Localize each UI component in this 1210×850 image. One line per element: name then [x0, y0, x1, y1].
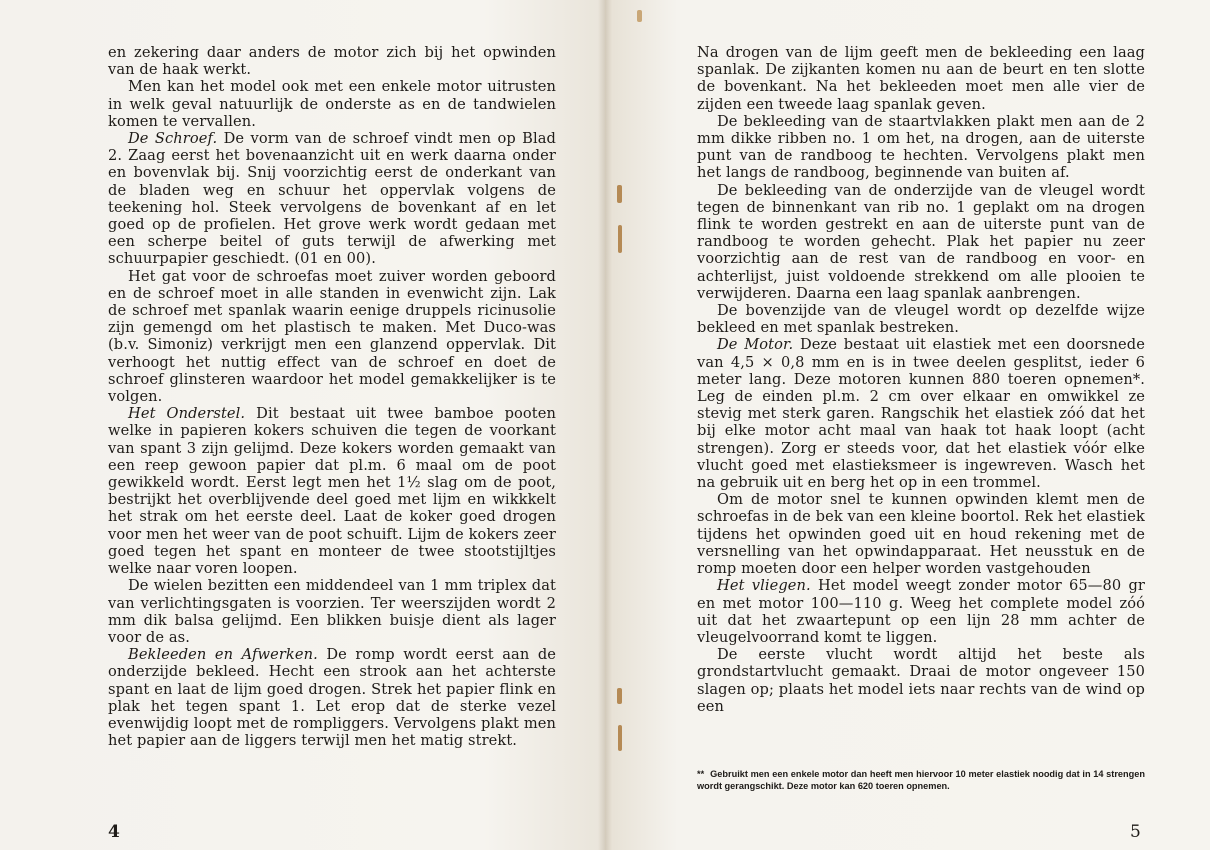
paragraph-de-schroef: De Schroef. De vorm van de schroef vindt men op Blad 2. Zaag eerst het bovenaanzicht uit en werk daarna onder en bovenvlak bij. Snij voorzichtig eerst de onderkant van de bladen weg en schuur het oppervlak volgens de teekening hol. Steek vervolgens de bovenkant af en let goed op de profielen. Het grove werk wordt gedaan met een scherpe beitel of guts terwijl de afwerking met schuurpapier geschiedt. (01 en 00).: [108, 130, 556, 268]
binding-thread: [618, 225, 622, 253]
footnote-mark: **: [697, 769, 705, 779]
binding-thread: [617, 688, 622, 704]
paragraph: De bovenzijde van de vleugel wordt op dezelfde wijze bekleed en met spanlak bestreken.: [697, 302, 1145, 337]
paragraph-het-onderstel: Het Onderstel. Dit bestaat uit twee bamboe pooten welke in papieren kokers schuiven die tegen de voorkant van spant 3 zijn gelijmd. Deze kokers worden gemaakt van een reep gewoon papier dat pl.m. 6 maal om de poot gewikkeld wordt. Eerst legt men het 1½ slag om de poot, bestrijkt het overblijvende deel goed met lijm en wikkkelt het strak om het eerste deel. Laat de koker goed drogen voor men het weer van de poot schuift. Lijm de kokers zeer goed tegen het spant en monteer de twee stootstijltjes welke naar voren loopen.: [108, 405, 556, 578]
paragraph: De bekleeding van de staartvlakken plakt men aan de 2 mm dikke ribben no. 1 om het, na drogen, aan de uiterste punt van de randboog te hechten. Vervolgens plakt men het langs de randboog, beginnende van buiten af.: [697, 112, 1145, 182]
paragraph: Om de motor snel te kunnen opwinden klemt men de schroefas in de bek van een kleine boortol. Rek het elastiek tijdens het opwinden goed uit en houd rekening met de versnelling van het opwindapparaat. Het neusstuk en de romp moeten door een helper worden vastgehouden: [697, 491, 1145, 578]
page-number-right: 5: [1130, 822, 1141, 842]
binding-mark: [637, 10, 642, 22]
left-text-column: [108, 44, 556, 749]
footnote-text: Gebruikt men een enkele motor dan heeft men hiervoor 10 meter elastiek noodig dat in 14 strengen wordt gerangschikt. Deze motor kan 620 toeren opnemen.: [697, 769, 1145, 791]
paragraph: De wielen bezitten een middendeel van 1 mm triplex dat van verlichtingsgaten is voorzien. Ter weerszijden wordt 2 mm dik balsa gelijmd. Een blikken buisje dient als lager voor de as.: [108, 577, 556, 646]
paragraph-het-vliegen: Het vliegen. Het model weegt zonder motor 65—80 gr en met motor 100—110 g. Weeg het complete model zóó uit dat het zwaartepunt op een lijn 28 mm achter de vleugelvoorrand komt te liggen.: [697, 577, 1145, 646]
paragraph: De bekleeding van de onderzijde van de vleugel wordt tegen de binnenkant van rib no. 1 geplakt om na drogen flink te worden gestrekt en aan de uiterste punt van de randboog te worden gehecht. Plak het papier nu zeer voorzichtig aan de rest van de randboog en voor- en achterlijst, juist voldoende strekkend om alle plooien te verwijderen. Daarna een laag spanlak aanbrengen.: [697, 181, 1145, 302]
book-gutter: [598, 0, 612, 850]
binding-thread: [618, 725, 622, 751]
footnote: [697, 768, 1145, 792]
paragraph: en zekering daar anders de motor zich bij het opwinden van de haak werkt.: [108, 44, 556, 79]
paragraph-de-motor: De Motor. Deze bestaat uit elastiek met een doorsnede van 4,5 × 0,8 mm en is in twee deelen gesplitst, ieder 6 meter lang. Deze motoren kunnen 880 toeren opnemen*. Leg de einden pl.m. 2 cm over elkaar en omwikkel ze stevig met sterk garen. Rangschik het elastiek zóó dat het bij elke motor acht maal van haak tot haak loopt (acht strengen). Zorg er steeds voor, dat het elastiek vóór elke vlucht goed met elastieksmeer is ingewreven. Wasch het na gebruik uit en berg het op in een trommel.: [697, 336, 1145, 492]
paragraph: De eerste vlucht wordt altijd het beste als grondstartvlucht gemaakt. Draai de motor ongeveer 150 slagen op; plaats het model iets naar rechts van de wind op een: [697, 646, 1145, 715]
paragraph-bekleeden: Bekleeden en Afwerken. De romp wordt eerst aan de onderzijde bekleed. Hecht een strook aan het achterste spant en laat de lijm goed drogen. Strek het papier flink en plak het tegen spant 1. Let erop dat de sterke vezel evenwijdig loopt met de rompliggers. Vervolgens plakt men het papier aan de liggers terwijl men het matig strekt.: [108, 646, 556, 750]
paragraph: Men kan het model ook met een enkele motor uitrusten in welk geval natuurlijk de onderste as en de tandwielen komen te vervallen.: [108, 78, 556, 130]
paragraph: Het gat voor de schroefas moet zuiver worden geboord en de schroef moet in alle standen in evenwicht zijn. Lak de schroef met spanlak waarin eenige druppels ricinusolie zijn gemengd om het plastisch te maken. Met Duco-was (b.v. Simoniz) verkrijgt men een glanzend oppervlak. Dit verhoogt het nuttig effect van de schroef en doet de schroef glinsteren waardoor het model gemakkelijker is te volgen.: [108, 267, 556, 406]
paragraph: Na drogen van de lijm geeft men de bekleeding een laag spanlak. De zijkanten komen nu aan de beurt en ten slotte de bovenkant. Na het bekleeden moet men alle vier de zijden een tweede laag spanlak geven.: [697, 44, 1145, 113]
page-number-left: 4: [108, 822, 120, 842]
binding-thread: [617, 185, 622, 203]
right-text-column: [697, 44, 1145, 715]
